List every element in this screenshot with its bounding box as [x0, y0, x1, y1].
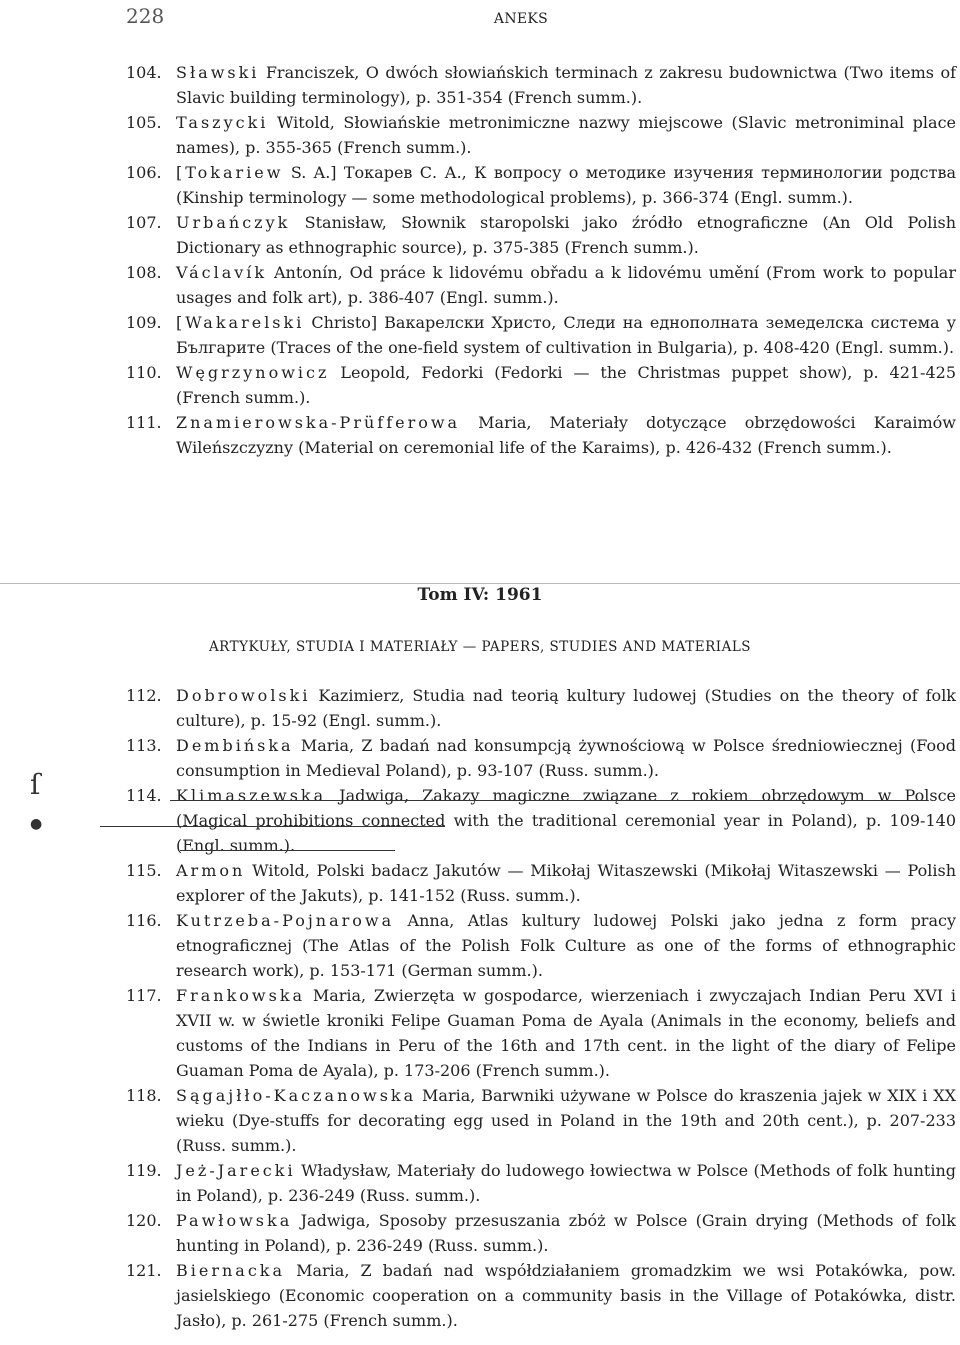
entry-citation: Franciszek, O dwóch słowiańskich terminach z zakresu budownictwa (Two items of Slavic building terminology), p. 351-354 (French summ.).	[176, 63, 956, 107]
entry-author: Sławski	[176, 63, 260, 82]
page-number: 228	[126, 4, 165, 28]
entry-author: [Wakarelski	[176, 313, 305, 332]
entry-text	[176, 783, 956, 858]
entry-number: 108.	[126, 263, 162, 282]
entry-citation: Maria, Z badań nad konsumpcją żywnościową w Polsce średniowiecznej (Food consumption in Medieval Poland), p. 93-107 (Russ. summ.).	[176, 736, 956, 780]
bibliography-entry	[126, 1258, 956, 1333]
entry-number: 109.	[126, 313, 162, 332]
entry-text	[176, 1158, 956, 1208]
entry-text	[176, 110, 956, 160]
entry-citation: Christo] Вакарелски Христо, Следи на еднополната земеделска система у Българите (Traces of the one-field system of cultivation in Bulgaria), p. 408-420 (Engl. summ.).	[176, 313, 956, 357]
entry-citation: Witold, Słowiańskie metronimiczne nazwy miejscowe (Slavic metroniminal place names), p. 355-365 (French summ.).	[176, 113, 956, 157]
bibliography-entry	[126, 858, 956, 908]
entry-citation: Anna, Atlas kultury ludowej Polski jako jedna z form pracy etnograficznej (The Atlas of the Polish Folk Culture as one of the forms of ethnographic research work), p. 153-171 (German summ.).	[176, 911, 956, 980]
bibliography-entry	[126, 410, 956, 460]
entry-text	[176, 683, 956, 733]
pen-underline	[170, 800, 925, 801]
bibliography-entry	[126, 60, 956, 110]
entry-citation: Jadwiga, Zakazy magiczne związane z rokiem obrzędowym w Polsce (Magical prohibitions connected with the traditional ceremonial year in Poland), p. 109-140 (Engl. summ.).	[176, 786, 956, 855]
entry-text	[176, 908, 956, 983]
entry-citation: Kazimierz, Studia nad teorią kultury ludowej (Studies on the theory of folk culture), p. 15-92 (Engl. summ.).	[176, 686, 956, 730]
bibliography-entry	[126, 1158, 956, 1208]
entry-number: 107.	[126, 213, 162, 232]
entry-citation: Władysław, Materiały do ludowego łowiectwa w Polsce (Methods of folk hunting in Poland), p. 236-249 (Russ. summ.).	[176, 1161, 956, 1205]
entry-author: Klimaszewska	[176, 786, 327, 805]
bibliography-entry	[126, 110, 956, 160]
entry-author: Jeż-Jarecki	[176, 1161, 296, 1180]
entry-text	[176, 160, 956, 210]
bibliography-entry	[126, 210, 956, 260]
entry-number: 115.	[126, 861, 162, 880]
margin-tick-icon: ſ	[30, 768, 41, 801]
bibliography-entry	[126, 908, 956, 983]
entry-author: Kutrzeba-Pojnarowa	[176, 911, 395, 930]
volume-divider	[0, 583, 960, 584]
entry-author: Sągajłło-Kaczanowska	[176, 1086, 417, 1105]
entry-author: Urbańczyk	[176, 213, 291, 232]
entry-number: 105.	[126, 113, 162, 132]
entry-number: 119.	[126, 1161, 162, 1180]
section-heading: ARTYKUŁY, STUDIA I MATERIAŁY — PAPERS, STUDIES AND MATERIALS	[208, 639, 752, 655]
entry-number: 113.	[126, 736, 162, 755]
entry-number: 106.	[126, 163, 162, 182]
entry-number: 117.	[126, 986, 162, 1005]
bibliography-entry	[126, 683, 956, 733]
entry-number: 116.	[126, 911, 162, 930]
entry-citation: Witold, Polski badacz Jakutów — Mikołaj Witaszewski (Mikołaj Witaszewski — Polish explorer of the Jakuts), p. 141-152 (Russ. summ.).	[176, 861, 956, 905]
entry-citation: Maria, Zwierzęta w gospodarce, wierzeniach i zwyczajach Indian Peru XVI i XVII w. w świetle kroniki Felipe Guaman Poma de Ayala (Animals in the economy, beliefs and customs of the Indians in Peru of the 16th and 17th cent. in the light of the diary of Felipe Guaman Poma de Ayala), p. 173-206 (French summ.).	[176, 986, 956, 1080]
bibliography-entry	[126, 360, 956, 410]
entry-author: Dobrowolski	[176, 686, 311, 705]
entry-citation: S. A.] Токарев С. А., К вопросу о методике изучения терминологии родства (Kinship terminology — some methodological problems), p. 366-374 (Engl. summ.).	[176, 163, 956, 207]
entry-number: 121.	[126, 1261, 162, 1280]
entry-text	[176, 1083, 956, 1158]
entry-text	[176, 1208, 956, 1258]
entry-text	[176, 1258, 956, 1333]
entry-author: Pawłowska	[176, 1211, 293, 1230]
page-header	[126, 4, 916, 32]
entry-text	[176, 360, 956, 410]
entry-author: Václavík	[176, 263, 268, 282]
entry-number: 114.	[126, 786, 162, 805]
entry-text	[176, 210, 956, 260]
entry-number: 104.	[126, 63, 162, 82]
bibliography-entry	[126, 783, 956, 858]
bibliography-list-vol-3	[126, 60, 956, 460]
entry-author: Węgrzynowicz	[176, 363, 330, 382]
entry-text	[176, 60, 956, 110]
volume-title: Tom IV: 1961	[417, 585, 543, 605]
entry-citation: Stanisław, Słownik staropolski jako źródło etnograficzne (An Old Polish Dictionary as ethnographic source), p. 375-385 (French summ.).	[176, 213, 956, 257]
margin-mark-icon: ●	[30, 816, 43, 832]
bibliography-entry	[126, 160, 956, 210]
entry-text	[176, 858, 956, 908]
entry-number: 112.	[126, 686, 162, 705]
bibliography-entry	[126, 733, 956, 783]
bibliography-entry	[126, 1208, 956, 1258]
entry-number: 118.	[126, 1086, 162, 1105]
entry-author: [Tokariew	[176, 163, 284, 182]
entry-text	[176, 260, 956, 310]
entry-citation: Leopold, Fedorki (Fedorki — the Christmas puppet show), p. 421-425 (French summ.).	[176, 363, 956, 407]
entry-number: 111.	[126, 413, 162, 432]
entry-number: 110.	[126, 363, 162, 382]
bibliography-entry	[126, 1083, 956, 1158]
entry-author: Znamierowska-Prüfferowa	[176, 413, 461, 432]
entry-citation: Maria, Materiały dotyczące obrzędowości Karaimów Wileńszczyzny (Material on ceremonial life of the Karaims), p. 426-432 (French summ.).	[176, 413, 956, 457]
bibliography-list-vol-4	[126, 683, 956, 1333]
bibliography-entry	[126, 260, 956, 310]
running-head: ANEKS	[493, 11, 549, 27]
entry-author: Biernacka	[176, 1261, 286, 1280]
entry-author: Dembińska	[176, 736, 294, 755]
bibliography-entry	[126, 310, 956, 360]
entry-text	[176, 733, 956, 783]
entry-citation: Jadwiga, Sposoby przesuszania zbóż w Polsce (Grain drying (Methods of folk hunting in Poland), p. 236-249 (Russ. summ.).	[176, 1211, 956, 1255]
entry-text	[176, 310, 956, 360]
entry-citation: Maria, Barwniki używane w Polsce do kraszenia jajek w XIX i XX wieku (Dye-stuffs for decorating egg used in Poland in the 19th and 20th cent.), p. 207-233 (Russ. summ.).	[176, 1086, 956, 1155]
entry-author: Taszycki	[176, 113, 269, 132]
entry-author: Frankowska	[176, 986, 306, 1005]
entry-author: Armon	[176, 861, 246, 880]
entry-text	[176, 983, 956, 1083]
pen-underline	[100, 826, 445, 827]
entry-number: 120.	[126, 1211, 162, 1230]
entry-citation: Maria, Z badań nad współdziałaniem gromadzkim we wsi Potakówka, pow. jasielskiego (Economic cooperation on a community basis in the Village of Potakówka, distr. Jasło), p. 261-275 (French summ.).	[176, 1261, 956, 1330]
entry-citation: Antonín, Od práce k lidovému obřadu a k lidovému umění (From work to popular usages and folk art), p. 386-407 (Engl. summ.).	[176, 263, 956, 307]
entry-text	[176, 410, 956, 460]
bibliography-entry	[126, 983, 956, 1083]
pen-underline	[180, 850, 395, 851]
